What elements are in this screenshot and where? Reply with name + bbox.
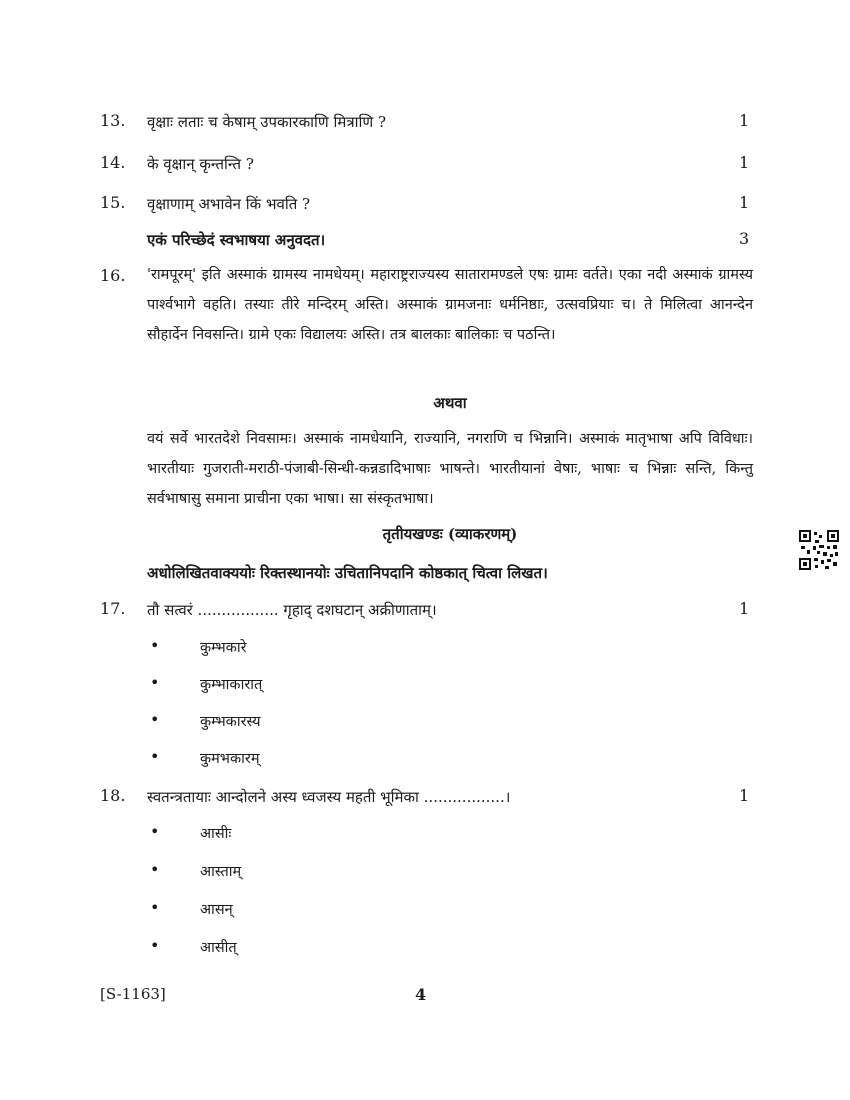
passage-1: 'रामपूरम्' इति अस्माकं ग्रामस्य नामधेयम्। महाराष्ट्रराज्यस्य सातारामण्डले एषः ग्रामः वर्तते। एका नदी अस्माकं ग्रामस्य पार्श्वभागे वहति। तस्याः तीरे मन्दिरम् अस्ति। अस्माकं ग्रामजनाः धर्मनिष्ठाः, उत्सवप्रियाः च। ते मिलित्वा आनन्देन सौहार्देन निवसन्ति। ग्रामे एकः विद्यालयः अस्ति। तत्र बालकाः बालिकाः च पठन्ति। [147, 267, 753, 343]
option-item: कुम्भाकारात् [200, 677, 263, 693]
bullet-icon: • [150, 822, 160, 841]
bullet-icon: • [150, 747, 160, 766]
question-18-marks: 1 [739, 786, 750, 805]
question-text: वृक्षाणाम् अभावेन किं भवति ? [147, 195, 311, 213]
question-text: के वृक्षान् कृन्तन्ति ? [147, 155, 254, 173]
option-item: कुम्भकारे [200, 640, 247, 656]
bullet-icon: • [150, 936, 160, 955]
question-18-number: 18. [100, 786, 126, 805]
section-title: तृतीयखण्डः (व्याकरणम्) [382, 525, 518, 543]
option-item: आस्ताम् [200, 864, 242, 880]
page-number: 4 [415, 985, 427, 1004]
option-item: आसीत् [200, 940, 237, 956]
option-item: कुमभकारम् [200, 751, 260, 767]
question-number: 14. [100, 153, 126, 172]
or-label: अथवा [433, 394, 467, 412]
question-marks: 1 [739, 111, 750, 130]
option-item: आसन् [200, 902, 233, 918]
passage-2: वयं सर्वे भारतदेशे निवसामः। अस्माकं नामधेयानि, राज्यानि, नगराणि च भिन्नानि। अस्माकं मातृभाषा अपि विविधाः। भारतीयाः गुजराती-मराठी-पंजाबी-सिन्धी-कन्नडादिभाषाः भाषन्ते। भारतीयानां वेषाः, भाषाः च भिन्नाः सन्ति, किन्तु सर्वभाषासु समाना प्राचीना एका भाषा। सा संस्कृतभाषा। [147, 431, 753, 507]
question-17-text: तौ सत्वरं ................. गृहाद् दशघटान् अक्रीणाताम्। [147, 601, 437, 619]
question-marks: 1 [739, 153, 750, 172]
question-text: वृक्षाः लताः च केषाम् उपकारकाणि मित्राणि ? [147, 113, 387, 131]
translation-instruction: एकं परिच्छेदं स्वभाषया अनुवदत। [147, 231, 326, 249]
translation-marks: 3 [739, 229, 750, 248]
question-16-number: 16. [100, 266, 126, 285]
question-number: 15. [100, 193, 126, 212]
question-17-number: 17. [100, 599, 126, 618]
option-item: आसीः [200, 826, 232, 842]
bullet-icon: • [150, 636, 160, 655]
question-number: 13. [100, 111, 126, 130]
qr-code-icon [799, 530, 839, 570]
question-marks: 1 [739, 193, 750, 212]
bullet-icon: • [150, 710, 160, 729]
grammar-instruction: अधोलिखितवाक्ययोः रिक्तस्थानयोः उचितानिपदानि कोष्ठकात् चित्वा लिखत। [147, 564, 548, 582]
bullet-icon: • [150, 860, 160, 879]
bullet-icon: • [150, 898, 160, 917]
question-18-text: स्वतन्त्रतायाः आन्दोलने अस्य ध्वजस्य महती भूमिका .................। [147, 788, 511, 806]
option-item: कुम्भकारस्य [200, 714, 261, 730]
bullet-icon: • [150, 673, 160, 692]
question-17-marks: 1 [739, 599, 750, 618]
paper-code: [S-1163] [100, 985, 166, 1003]
